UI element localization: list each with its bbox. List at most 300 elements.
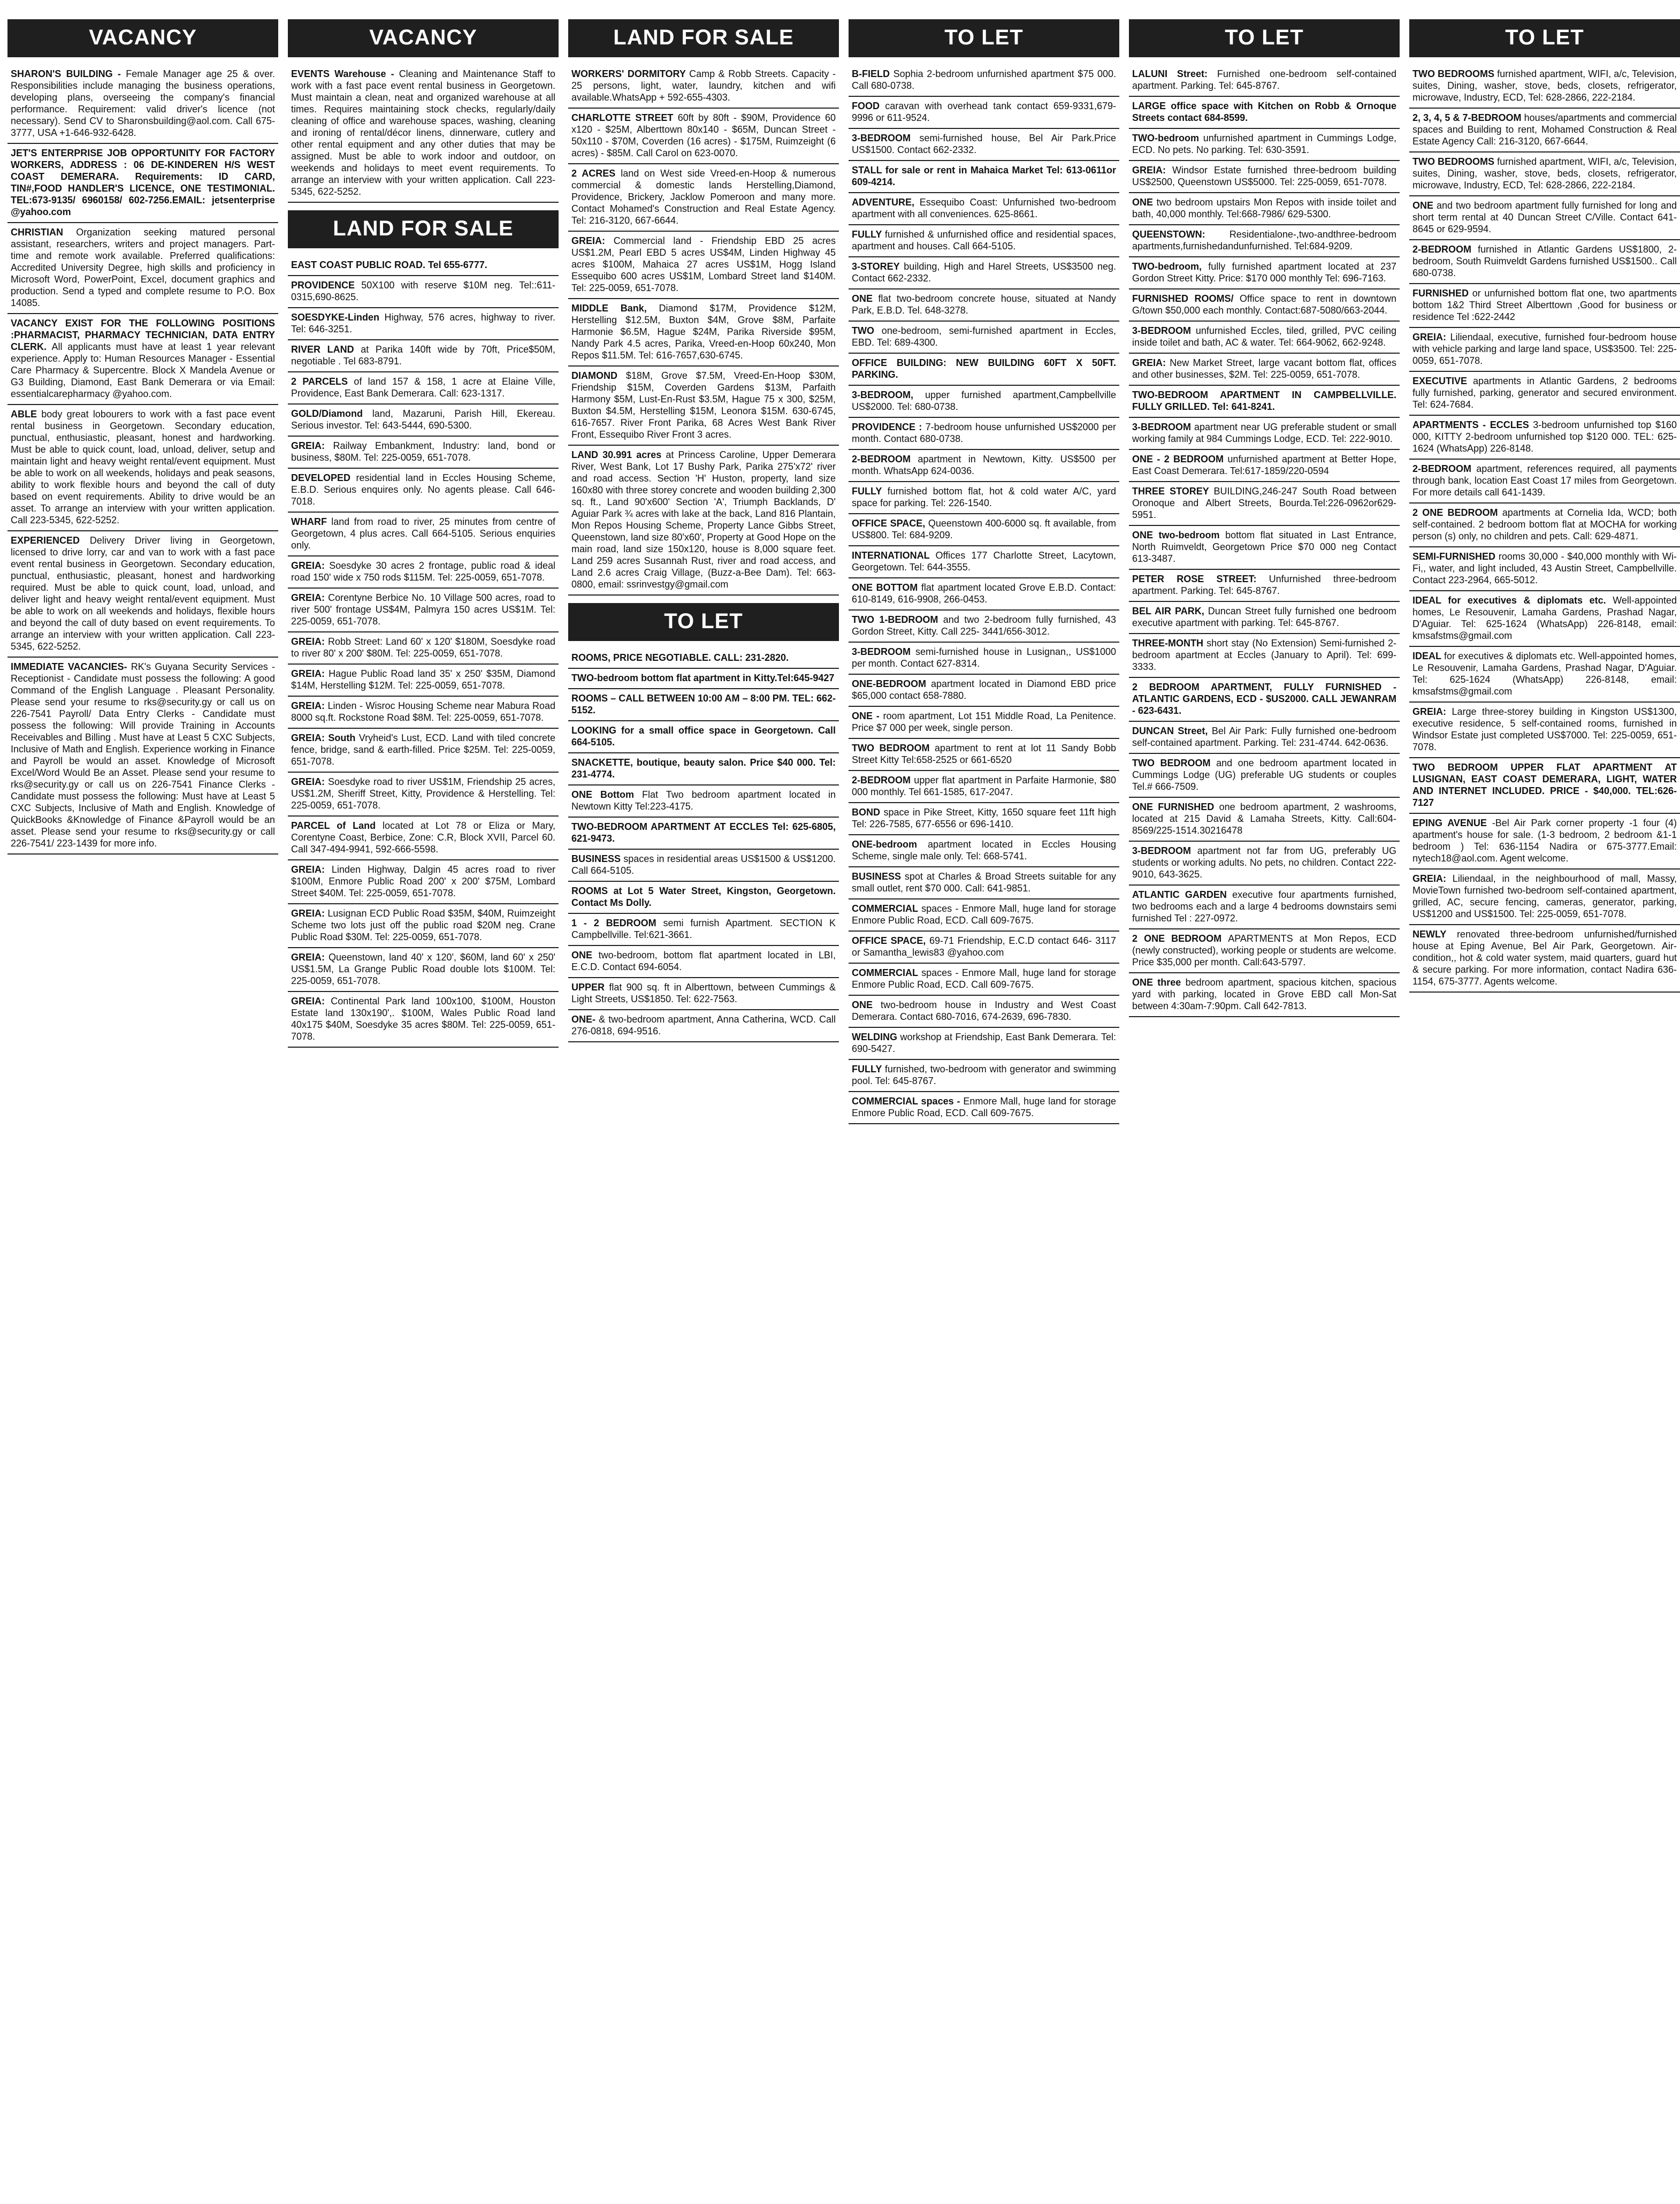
ad-text: Liliendaal, in the neighbourhood of mall, Massy, MovieTown furnished two-bedroom self-contained apartment, grilled, AC, secure fencing, cameras, generator, parking, US$1200 and US$1500. Tel: 225-0059, 651-7078. (1412, 873, 1677, 919)
ad-text: residential land in Eccles Housing Scheme, E.B.D. Serious enquires only. No agents please. Call 646-7018. (291, 472, 555, 507)
classified-ad (288, 860, 559, 904)
ad-text: located at Lot 78 or Eliza or Mary, Corentyne Coast, Berbice, Zone: C.R, Block XVII, Parcel 60. Call 347-494-9941, 592-666-5598. (291, 820, 555, 855)
classified-ad (568, 978, 839, 1010)
ad-lead: GREIA: (291, 952, 325, 963)
ad-lead: TWO BEDROOMS (1412, 156, 1495, 167)
ad-text: flat two-bedroom concrete house, situated at Nandy Park, E.B.D. Tel. 648-3278. (852, 293, 1116, 316)
section-heading: LAND FOR SALE (288, 210, 559, 248)
classified-ad (1409, 416, 1680, 460)
classified-ad (288, 340, 559, 372)
ad-text: furnished apartment, WIFI, a/c, Television, suites, Dining, washer, stove, beds, closets, refrigerator, microwave, Industry, ECD, Tel: 628-2866, 222-2184. (1412, 68, 1677, 103)
ad-lead: GREIA: (1412, 706, 1446, 717)
classified-ad (288, 773, 559, 817)
column-3 (568, 19, 839, 2204)
classified-ad (849, 161, 1119, 193)
classified-ad (288, 589, 559, 632)
ad-text: Lusignan ECD Public Road $35M, $40M, Ruimzeight Scheme two lots just off the public road $20M neg. Crane Public Road $30M. Tel: 225-0059, 651-7078. (291, 908, 555, 942)
classified-ad (1129, 289, 1400, 322)
ad-text: Corentyne Berbice No. 10 Village 500 acres, road to river 500' frontage US$4M, Palmyra 150 acres US$1M. Tel: 225-0059, 651-7078. (291, 592, 555, 627)
classified-ad (568, 689, 839, 721)
classified-ad (1409, 814, 1680, 870)
ad-lead: B-FIELD (852, 68, 890, 79)
ad-lead: OFFICE SPACE, (852, 935, 926, 946)
ad-lead: PROVIDENCE (291, 280, 355, 291)
classified-ad (288, 372, 559, 405)
ad-text: 69-71 Friendship, E.C.D contact 646- 3117 or Samantha_lewis83 @yahoo.com (852, 935, 1116, 958)
ad-text: land, Mazaruni, Parish Hill, Ekereau. Serious investor. Tel: 643-5444, 690-5300. (291, 408, 555, 431)
ad-text: houses/apartments and commercial spaces and Building to rent, Mohamed Construction & Real Estate Agency Call: 216-3120, 667-6644. (1412, 112, 1677, 147)
ad-lead: ONE three (1132, 977, 1181, 988)
classified-ad (1129, 973, 1400, 1017)
ad-lead: ATLANTIC GARDEN (1132, 889, 1227, 900)
classified-ad (849, 193, 1119, 225)
ad-lead: LALUNI Street: (1132, 68, 1208, 79)
ad-lead: CHRISTIAN (11, 227, 63, 238)
ad-lead: ONE - (852, 711, 880, 721)
ad-lead: DIAMOND (571, 370, 617, 381)
ad-text: 3-bedroom unfurnished top $160 000, KITTY 2-bedroom unfurnished top $120 000. TEL: 625-1624 (WhatsApp) 226-8148. (1412, 420, 1677, 454)
classified-ad (288, 276, 559, 308)
classified-ad (1409, 925, 1680, 993)
classified-ad (849, 1092, 1119, 1124)
ad-text: Organization seeking matured personal assistant, researchers, writers and project managers. Part-time and remote work available. Preferred qualifications: Accredited University Degree, high skills and proficiency in Microsoft Word, PowerPoint, Excel, document graphics and production. Send a typed and complete resume to P.O. Box 14085. (11, 227, 275, 308)
classified-ad (568, 164, 839, 232)
classified-ad (849, 1028, 1119, 1060)
ad-text: Vryheid's Lust, ECD. Land with tiled concrete fence, bridge, sand & earth-filled. Price $25M. Tel: 225-0059, 651-7078. (291, 733, 555, 767)
ad-text: and two 2-bedroom fully furnished, 43 Gordon Street, Kitty. Call 225- 3441/656-3012. (852, 614, 1116, 637)
ad-lead: TWO-bedroom bottom flat apartment in Kitty.Tel:645-9427 (571, 673, 835, 683)
ad-lead: BOND (852, 807, 880, 818)
classified-ad (1129, 225, 1400, 257)
ad-lead: 1 - 2 BEDROOM (571, 918, 656, 928)
ad-text: land on West side Vreed-en-Hoop & numerous commercial & domestic lands Herstelling,Diamond, Providence, Brickery, Jacklow Pomeroon and many more. Contact Mohamed's Construction and Real Estate Agency. Tel: 216-3120, 667-6644. (571, 168, 836, 226)
classified-ad (849, 514, 1119, 546)
ad-lead: COMMERCIAL spaces - (852, 1096, 960, 1107)
ad-lead: ONE FURNISHED (1132, 802, 1215, 812)
classified-ad (288, 405, 559, 437)
ad-lead: GREIA: South (291, 733, 356, 743)
ad-lead: ONE (852, 1000, 873, 1010)
ad-lead: 3-STOREY (852, 261, 900, 272)
classified-ad (849, 97, 1119, 129)
ad-lead: TWO BEDROOM UPPER FLAT APARTMENT AT LUSIGNAN, EAST COAST DEMERARA, LIGHT, WATER AND INTERNET INCLUDED. PRICE - $40,000. TEL:626-7127 (1412, 762, 1677, 808)
ad-lead: GREIA: (291, 908, 325, 919)
classified-ad (849, 771, 1119, 803)
ad-lead: BUSINESS (571, 853, 621, 864)
ad-lead: 2-BEDROOM (1412, 463, 1472, 474)
ad-text: Enmore Mall, huge land for storage Enmore Public Road, ECD. Call 609-7675. (852, 1096, 1116, 1118)
classified-ad (849, 611, 1119, 643)
ad-text: Cleaning and Maintenance Staff to work with a fast pace event rental business in Georgetown. Must maintain a clean, neat and organized warehouse at all times. Requires maintaining stock checks, regularly/daily cleaning of office and warehouse spaces, washing, cleaning and ironing of rental/décor linens, dinnerware, cutlery and other rental equipment and any other duties that may be assigned. Must be able to work indoor and outdoor, on weekends and holidays to meet event requirements. To arrange an interview with your written application. Call 223-5345, 622-5252. (291, 68, 555, 197)
classified-ad (849, 932, 1119, 964)
ad-text: apartment located in Eccles Housing Scheme, single male only. Tel: 668-5741. (852, 839, 1116, 861)
ad-text: semi furnish Apartment. SECTION K Campbellville. Tel:621-3661. (571, 918, 836, 940)
ad-text: furnished bottom flat, hot & cold water A/C, yard space for parking. Tel: 226-1540. (852, 486, 1116, 508)
classified-ad (288, 697, 559, 729)
ad-text: Liliendaal, executive, furnished four-bedroom house with vehicle parking and large land space, US$3500. Tel: 225-0059, 651-7078. (1412, 332, 1677, 366)
section-heading: TO LET (849, 19, 1119, 57)
ad-lead: ROOMS – CALL BETWEEN 10:00 AM – 8:00 PM. TEL: 662-5152. (571, 693, 836, 715)
classified-ad (849, 964, 1119, 996)
ad-text: Robb Street: Land 60' x 120' $180M, Soesdyke road to river 80' x 200' $80M. Tel: 225-0059, 651-7078. (291, 636, 555, 659)
classified-ad (849, 739, 1119, 771)
ad-lead: OFFICE BUILDING: NEW BUILDING 60FT X 50FT. PARKING. (852, 357, 1116, 380)
section-heading: LAND FOR SALE (568, 19, 839, 57)
ad-text: room apartment, Lot 151 Middle Road, La Penitence. Price $7 000 per week, single person. (852, 711, 1116, 733)
ad-lead: EXPERIENCED (11, 535, 80, 546)
ad-text: furnished, two-bedroom with generator and swimming pool. Tel: 645-8767. (852, 1064, 1116, 1086)
ad-text: or unfurnished bottom flat one, two apartments bottom 1&2 Third Street Alberttown ,Good for business or residence Tel :622-2442 (1412, 288, 1677, 322)
classified-ad (849, 867, 1119, 899)
ad-text: $18M, Grove $7.5M, Vreed-En-Hoop $30M, Friendship $15M, Coverden Gardens $13M, Parfaith Harmony $5M, Lust-En-Rust $3.5M, Hague 75 x 300, $25M, Buxton $4.5M, Herstelling $15M, Leonora $15M. 630-6745, 616-7657. River Front Parika, 68 Acres West Bank River Front, Essequibo River Front 3 acres. (571, 370, 836, 440)
ad-lead: SEMI-FURNISHED (1412, 551, 1496, 562)
classified-ad (568, 946, 839, 978)
classified-ad (1409, 460, 1680, 504)
classified-ad (1129, 526, 1400, 570)
ad-lead: FULLY (852, 486, 882, 497)
column-4 (849, 19, 1119, 2204)
classified-ad (849, 482, 1119, 514)
ad-lead: 2-BEDROOM (1412, 244, 1472, 255)
classified-ad (1129, 129, 1400, 161)
ad-text: apartment located in Diamond EBD price $65,000 contact 658-7880. (852, 678, 1116, 701)
classified-ad (288, 556, 559, 589)
ad-lead: MIDDLE Bank, (571, 303, 647, 314)
classified-ad (1129, 678, 1400, 722)
ad-lead: GREIA: (291, 776, 325, 787)
ad-lead: COMMERCIAL (852, 903, 918, 914)
ad-lead: ROOMS, PRICE NEGOTIABLE. CALL: 231-2820. (571, 652, 789, 663)
classified-ad (1409, 547, 1680, 591)
classified-ad (568, 367, 839, 446)
ad-lead: FULLY (852, 229, 882, 240)
ad-text: Camp & Robb Streets. Capacity - 25 persons, light, water, laundry, kitchen and wifi available.WhatsApp + 592-655-4303. (571, 68, 836, 103)
classified-ad (1129, 97, 1400, 129)
section-heading: TO LET (568, 603, 839, 641)
ad-lead: TWO-BEDROOM APARTMENT IN CAMPBELLVILLE. FULLY GRILLED. Tel: 641-8241. (1132, 390, 1396, 412)
classified-ad (1129, 450, 1400, 482)
ad-text: spaces - Enmore Mall, huge land for storage Enmore Public Road, ECD. Call 609-7675. (852, 903, 1116, 926)
ad-lead: ONE BOTTOM (852, 582, 918, 593)
ad-lead: GREIA: (1132, 357, 1166, 368)
ad-lead: FURNISHED ROOMS/ (1132, 293, 1234, 304)
section-heading: TO LET (1409, 19, 1680, 57)
section-heading: VACANCY (7, 19, 278, 57)
classified-ad (1129, 754, 1400, 798)
column-2 (288, 19, 559, 2204)
classified-ad (849, 129, 1119, 161)
ad-text: two bedroom upstairs Mon Repos with inside toilet and bath, 40,000 monthly. Tel:668-7986/ 629-5300. (1132, 197, 1396, 219)
ad-lead: GREIA: (1412, 873, 1446, 884)
classified-ad (849, 803, 1119, 835)
ad-lead: 3-BEDROOM, (852, 390, 914, 400)
classified-ad (7, 314, 278, 405)
classified-ad (568, 65, 839, 109)
ad-text: Female Manager age 25 & over. Responsibilities include managing the business operations, developing plans, overseeing the company's financial performance. Requirement: valid driver's licence (not necessary). Send CV to Sharonsbuilding@aol.com. Call 675-3777, USA +1-646-932-6428. (11, 68, 275, 138)
ad-lead: GOLD/Diamond (291, 408, 363, 419)
ad-text: Continental Park land 100x100, $100M, Houston Estate land 130x190',. $100M, Wales Public Road land 40x175 $40M, Soesdyke 35 acres $80M. Tel: 225-0059, 651-7078. (291, 996, 555, 1042)
classified-ad (849, 225, 1119, 257)
ad-text: All applicants must have at least 1 year relevant experience. Apply to: Human Resources Manager - Essential Care Pharmacy & Supercentre. Block X Mandela Avenue or G3 Building, Diamond, East Bank Demerara or via Email: essentialcarepharmacy @yahoo.com. (11, 341, 275, 399)
ad-text: building, High and Harel Streets, US$3500 neg. Contact 662-2332. (852, 261, 1116, 284)
ad-lead: WHARF (291, 516, 327, 527)
classified-ad (568, 785, 839, 818)
ad-lead: OFFICE SPACE, (852, 518, 926, 529)
classified-ad (568, 649, 839, 669)
ad-lead: EVENTS Warehouse - (291, 68, 394, 79)
ad-text: 50X100 with reserve $10M neg. Tel::611-0315,690-8625. (291, 280, 555, 302)
classified-ad (7, 531, 278, 658)
classified-ad (849, 322, 1119, 354)
ad-lead: PETER ROSE STREET: (1132, 574, 1257, 584)
ad-text: spaces in residential areas US$1500 & US$1200. Call 664-5105. (571, 853, 836, 876)
ad-lead: TWO BEDROOMS (1412, 68, 1495, 79)
ad-lead: GREIA: (291, 668, 325, 679)
ad-text: apartment to rent at lot 11 Sandy Bobb Street Kitty Tel:658-2525 or 661-6520 (852, 743, 1116, 765)
ad-lead: ONE-BEDROOM (852, 678, 926, 689)
classified-ad (1129, 842, 1400, 886)
classified-ad (1129, 257, 1400, 289)
classified-ad (1129, 418, 1400, 450)
section-heading: VACANCY (288, 19, 559, 57)
ad-text: Unfurnished three-bedroom apartment. Parking. Tel: 645-8767. (1132, 574, 1397, 596)
ad-lead: JET'S ENTERPRISE JOB OPPORTUNITY FOR FACTORY WORKERS, ADDRESS : 06 DE-KINDEREN H/S WEST COAST DEMERARA. Requirements: ID CARD, TIN#,FOOD HANDLER'S LICENCE, ONE TESTIMONIAL. TEL:673-9135/ 6960158/ 602-7256.EMAIL: jetsenterprise @yahoo.com (11, 148, 275, 217)
ad-lead: GREIA: (291, 560, 325, 571)
classified-ad (1409, 328, 1680, 372)
ad-lead: 2 ONE BEDROOM (1132, 933, 1222, 944)
ad-lead: GREIA: (291, 440, 325, 451)
ad-lead: TWO BEDROOM (1132, 758, 1211, 768)
ad-lead: EPING AVENUE (1412, 818, 1487, 828)
ad-text: executive four apartments furnished, two bedrooms each and a large 4 bedrooms downstairs semi furnished Tel : 227-0972. (1132, 889, 1396, 924)
classified-ad (1409, 109, 1680, 152)
ad-lead: DUNCAN Street, (1132, 726, 1208, 736)
classified-ad (288, 513, 559, 556)
ad-lead: 3-BEDROOM (852, 646, 911, 657)
classified-ad (568, 850, 839, 882)
ad-lead: GREIA: (291, 636, 325, 647)
classified-ad (1409, 703, 1680, 758)
ad-text: Queenstown 400-6000 sq. ft available, from US$800. Tel: 684-9209. (852, 518, 1116, 540)
ad-text: one-bedroom, semi-furnished apartment in Eccles, EBD. Tel: 689-4300. (852, 325, 1116, 348)
ad-text: unfurnished Eccles, tiled, grilled, PVC ceiling inside toilet and bath, AC & water. Tel: 664-9062, 662-9248. (1132, 325, 1396, 348)
ad-lead: PROVIDENCE : (852, 422, 922, 432)
ad-text: Flat Two bedroom apartment located in Newtown Kitty Tel:223-4175. (571, 789, 836, 812)
classified-ad (568, 299, 839, 367)
ad-lead: ONE two-bedroom (1132, 530, 1220, 540)
classified-ad (288, 469, 559, 513)
ad-lead: ADVENTURE, (852, 197, 915, 208)
ad-text: spaces - Enmore Mall, huge land for storage Enmore Public Road, ECD. Call 609-7675. (852, 967, 1116, 990)
classified-ad (849, 354, 1119, 386)
classified-ad (1129, 322, 1400, 354)
ad-lead: EAST COAST PUBLIC ROAD. Tel 655-6777. (291, 260, 487, 270)
ad-lead: STALL for sale or rent in Mahaica Market Tel: 613-0611or 609-4214. (852, 165, 1116, 187)
ad-lead: FURNISHED (1412, 288, 1469, 299)
ad-text: spot at Charles & Broad Streets suitable for any small outlet, rent $70 000. Call: 641-9851. (852, 871, 1116, 894)
ad-text: Highway, 576 acres, highway to river. Tel: 646-3251. (291, 312, 555, 334)
ad-lead: LOOKING for a small office space in Georgetown. Call 664-5105. (571, 725, 836, 748)
ad-text: space in Pike Street, Kitty, 1650 square feet 11ft high Tel: 226-7585, 677-6556 or 696-1410. (852, 807, 1116, 829)
ad-lead: COMMERCIAL (852, 967, 918, 978)
classified-ad (568, 753, 839, 785)
ad-text: Office space to rent in downtown G/town $50,000 each monthly. Contact:687-5080/663-2044. (1132, 293, 1396, 316)
ad-text: furnished in Atlantic Gardens US$1800, 2-bedroom, South Ruimveldt Gardens furnished US$1500.. Call 680-0738. (1412, 244, 1677, 278)
ad-text: caravan with overhead tank contact 659-9331,679-9996 or 611-9524. (852, 101, 1116, 123)
ad-text: two-bedroom, bottom flat apartment located in LBI, E.C.D. Contact 694-6054. (571, 950, 836, 972)
ad-text: Offices 177 Charlotte Street, Lacytown, Georgetown. Tel: 644-3555. (852, 550, 1116, 573)
classified-ad (1129, 722, 1400, 754)
ad-text: Residentialone-,two-andthree-bedroom apartments,furnishedandunfurnished. Tel:684-9209. (1132, 229, 1396, 251)
ad-text: two-bedroom house in Industry and West Coast Demerara. Contact 680-7016, 674-2639, 696-7830. (852, 1000, 1116, 1022)
ad-text: Delivery Driver living in Georgetown, licensed to drive lorry, car and van to work with a fast pace event rental business in Georgetown. Secondary education, punctual, enthusiastic, pleasant, honest and hardworking required. Must be able to quick count, load, unload, and deliver light and heavy weight rental/event equipment. Must be able to work on all weekends and holidays, flexible hours and beyond the call of duty based on event requirements. To arrange an interview with your written application. Call 223-5345, 622-5252. (11, 535, 275, 652)
ad-text: rooms 30,000 - $40,000 monthly with Wi-Fi,, water, and light included, 43 Austin Street, Campbellville. Contact 223-2964, 665-5012. (1412, 551, 1677, 585)
ad-lead: GREIA: (291, 700, 325, 711)
classified-ad (849, 450, 1119, 482)
classified-ad (568, 109, 839, 164)
classified-ad (568, 446, 839, 596)
ad-text: at Parika 140ft wide by 70ft, Price$50M, negotiable . Tel 683-8791. (291, 344, 555, 367)
ad-lead: IMMEDIATE VACANCIES- (11, 661, 127, 672)
classified-ad (288, 992, 559, 1048)
ad-lead: GREIA: (291, 592, 325, 603)
ad-text: Soesdyke road to river US$1M, Friendship 25 acres, US$1.2M, Sheriff Street, Kitty, Providence & Herstelling. Tel: 225-0059, 651-7078. (291, 776, 555, 811)
classified-ad (849, 643, 1119, 675)
ad-text: upper furnished apartment,Campbellville US$2000. Tel: 680-0738. (852, 390, 1116, 412)
ad-text: Hague Public Road land 35' x 250' $35M, Diamond $14M, Herstelling $12M. Tel: 225-0059, 651-7078. (291, 668, 555, 691)
classified-ad (288, 256, 559, 276)
ad-lead: 3-BEDROOM (1132, 325, 1192, 336)
ad-text: & two-bedroom apartment, Anna Catherina, WCD. Call 276-0818, 694-9516. (571, 1014, 836, 1036)
classified-ad (7, 223, 278, 314)
classified-ad (1409, 240, 1680, 284)
classified-ad (1409, 372, 1680, 416)
ad-lead: CHARLOTTE STREET (571, 112, 674, 123)
ad-text: furnished apartment, WIFI, a/c, Television, suites, Dining, washer, stove, beds, closets, refrigerator, microwave, Industry, ECD, Tel: 628-2866, 222-2184. (1412, 156, 1677, 190)
ad-text: apartments at Cornelia Ida, WCD; both self-contained. 2 bedroom bottom flat at MOCHA for working person (s) only, no children and pets. Call: 629-4871. (1412, 507, 1677, 542)
section-heading: TO LET (1129, 19, 1400, 57)
classified-ad (568, 232, 839, 299)
classified-ad (288, 437, 559, 469)
ad-text: Bel Air Park: Fully furnished one-bedroom self-contained apartment. Parking. Tel: 231-4744. 642-0636. (1132, 726, 1396, 748)
ad-lead: SNACKETTE, boutique, beauty salon. Price $40 000. Tel: 231-4774. (571, 757, 836, 780)
classified-ad (288, 632, 559, 665)
ad-lead: 2 BEDROOM APARTMENT, FULLY FURNISHED - ATLANTIC GARDENS, ECD - $US2000. CALL JEWANRAM - 623-6431. (1132, 682, 1396, 716)
ad-lead: THREE-MONTH (1132, 638, 1203, 649)
ad-lead: TWO BEDROOM (852, 743, 930, 753)
classified-ad (1129, 886, 1400, 929)
classified-ad (1409, 152, 1680, 196)
ad-text: Furnished one-bedroom self-contained apartment. Parking. Tel: 645-8767. (1132, 68, 1396, 91)
ad-lead: APARTMENTS - ECCLES (1412, 420, 1529, 430)
classified-ad (1129, 65, 1400, 97)
ad-lead: TWO-bedroom (1132, 133, 1199, 143)
ad-lead: IDEAL (1412, 651, 1441, 661)
classified-ad (849, 707, 1119, 739)
classified-ad (568, 882, 839, 914)
classified-ad (7, 405, 278, 531)
ad-text: one bedroom apartment, 2 washrooms, located at 215 David & Lamaha Streets, Kitty. Call:604-8569/225-1514.30216478 (1132, 802, 1396, 836)
classified-ad (849, 289, 1119, 322)
ad-text: for executives & diplomats etc. Well-appointed homes, Le Resouvenir, Lamaha Gardens, Prashad Nagar, D'Aguiar. Tel: 625-1624 (WhatsApp) 226-8148, email: kmsafstms@gmail.com (1412, 651, 1677, 697)
ad-lead: ONE- (571, 1014, 595, 1025)
classified-ad (849, 546, 1119, 578)
classified-ad (568, 721, 839, 753)
ad-lead: GREIA: (1132, 165, 1166, 176)
classified-ad (849, 899, 1119, 932)
ad-lead: PARCEL of Land (291, 820, 376, 831)
ad-lead: 2 ACRES (571, 168, 616, 179)
ad-lead: NEWLY (1412, 929, 1447, 940)
classified-ad (288, 308, 559, 340)
ad-text: Essequibo Coast: Unfurnished two-bedroom apartment with all conveniences. 625-8661. (852, 197, 1116, 219)
classified-ad (1409, 591, 1680, 647)
ad-lead: 3-BEDROOM (1132, 845, 1192, 856)
ad-lead: 3-BEDROOM (852, 133, 911, 143)
ad-text: Queenstown, land 40' x 120', $60M, land 60' x 250' US$1.5M, La Grange Public Road double lots $100M. Tel: 225-0059, 651-7078. (291, 952, 555, 986)
classified-ad (1129, 354, 1400, 386)
ad-text: apartment, references required, all payments through bank, location East Coast 17 miles from Georgetown. For more details call 641-1439. (1412, 463, 1677, 498)
ad-text: bedroom apartment, spacious kitchen, spacious yard with parking, located in Grove EBD call Mon-Sat between 4:30am-7:90pm. Call 642-7813. (1132, 977, 1396, 1011)
classified-ad (568, 914, 839, 946)
ad-text: apartment in Newtown, Kitty. US$500 per month. WhatsApp 624-0036. (852, 454, 1116, 476)
ad-lead: TWO-bedroom, (1132, 261, 1202, 272)
classified-ad (288, 665, 559, 697)
classified-ad (1129, 570, 1400, 602)
ad-lead: ABLE (11, 409, 37, 420)
classified-ad (849, 675, 1119, 707)
ad-lead: IDEAL for executives & diplomats etc. (1412, 595, 1606, 606)
classified-ad (849, 65, 1119, 97)
ad-lead: BEL AIR PARK, (1132, 606, 1204, 616)
classified-ad (1409, 870, 1680, 925)
ad-lead: QUEENSTOWN: (1132, 229, 1205, 240)
ad-lead: TWO (852, 325, 874, 336)
ad-text: Sophia 2-bedroom unfurnished apartment $75 000. Call 680-0738. (852, 68, 1116, 91)
ad-text: APARTMENTS at Mon Repos, ECD (newly constructed), working people or students are welcome. Price $35,000 per month. Call:643-5797. (1132, 933, 1396, 967)
ad-lead: ROOMS at Lot 5 Water Street, Kingston, Georgetown. Contact Ms Dolly. (571, 886, 836, 908)
ad-lead: WELDING (852, 1032, 897, 1042)
ad-text: 60ft by 80ft - $90M, Providence 60 x120 - $25M, Alberttown 80x140 - $65M, Duncan Street - 50x110 - $70M, Coverden (16 acres) - $175M, Ruimzeight (6 acres) - $85M. Call Carol on 623-0070. (571, 112, 836, 158)
ad-text: Large three-storey building in Kingston US$1300, executive residence, 5 self-contained rooms, furnished in Windsor Estate just completed US$7000. Tel: 225-0059, 651-7078. (1412, 706, 1677, 752)
ad-lead: ONE Bottom (571, 789, 635, 800)
ad-lead: LAND 30.991 acres (571, 449, 662, 460)
ad-text: Duncan Street fully furnished one bedroom executive apartment with parking. Tel: 645-8767. (1132, 606, 1396, 628)
ad-lead: GREIA: (571, 235, 605, 246)
ad-text: Railway Embankment, Industry: land, bond or business, $80M. Tel: 225-0059, 651-7078. (291, 440, 555, 463)
ad-lead: ONE-bedroom (852, 839, 918, 850)
ad-text: New Market Street, large vacant bottom flat, offices and other businesses, $2M. Tel: 225-0059, 651-7078. (1132, 357, 1396, 380)
ad-text: land from road to river, 25 minutes from centre of Georgetown, 4 plus acres. Call 664-5105. Serious enquiries only. (291, 516, 555, 551)
ad-text: RK's Guyana Security Services - Receptionist - Candidate must possess the following: A good Command of the English Language . Pleasant Personality. Please send your resume to rks@security.gy or call us on 226-7541 Payroll/ Data Entry Clerks - Candidate must possess the following: Will provide Training in Accounts Receivables and Billing . Must have at Least 5 CXC Subjects, Inclusive of Math and English. Experience working in Finance and Payroll be would an asset. Knowledge of Microsoft Excel/Word Would Be an Asset. Please send your resume to rks@security.gy or call us on 226-7541 Finance Clerks - Candidate must possess the following: Must have at Least 5 CXC Subjects, Inclusive of Math and English. Knowledge of QuickBooks &Knowledge of Finance &Payroll would be an asset. Please send your resume to rks@security.gy or call 226-7541/ 223-1439 for more info. (11, 661, 275, 849)
classified-ad (849, 996, 1119, 1028)
classified-ad (1129, 386, 1400, 418)
classified-ad (1409, 758, 1680, 814)
ad-lead: ONE - 2 BEDROOM (1132, 454, 1224, 464)
ad-lead: RIVER LAND (291, 344, 354, 355)
classified-ad (1409, 284, 1680, 328)
ad-text: renovated three-bedroom unfurnished/furnished house at Eping Avenue, Bel Air Park, Georgetown. Air-condition,, hot & cold water system, maid quarters, guard hut & secure parking. For more information, contact Nadira 636-1154, 675-3777. Agents welcome. (1412, 929, 1677, 987)
ad-text: flat 900 sq. ft in Alberttown, between Cummings & Light Streets, US$1850. Tel: 622-7563. (571, 982, 836, 1004)
ad-lead: TWO 1-BEDROOM (852, 614, 938, 625)
ad-lead: GREIA: (1412, 332, 1446, 342)
classified-ad (1409, 196, 1680, 240)
classified-ad (1409, 65, 1680, 109)
ad-lead: FULLY (852, 1064, 882, 1074)
ad-lead: INTERNATIONAL (852, 550, 930, 561)
ad-text: semi-furnished house, Bel Air Park.Price US$1500. Contact 662-2332. (852, 133, 1116, 155)
ad-lead: SHARON'S BUILDING - (11, 68, 121, 79)
